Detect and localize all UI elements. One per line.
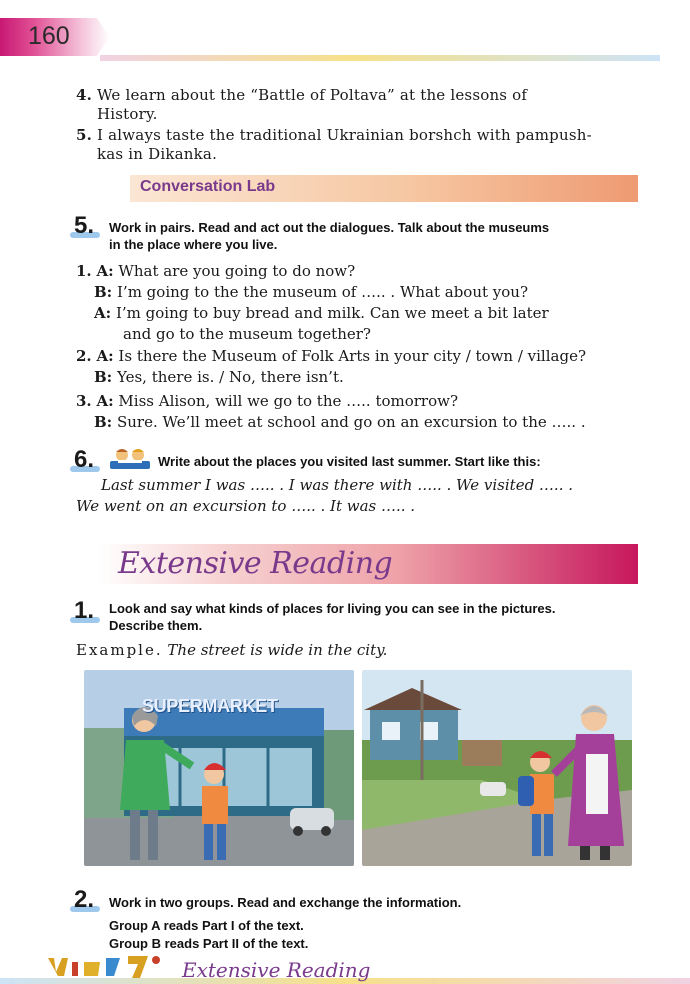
example-text: The street is wide in the city.	[167, 641, 388, 659]
group-b-line: Group B reads Part II of the text.	[109, 936, 309, 951]
exercise-instruction-continued: Describe them.	[109, 618, 203, 633]
sample-line: We went on an excursion to ….. . It was ….. .	[76, 497, 416, 515]
exercise-number: 2.	[74, 886, 95, 913]
exercise-number: 6.	[74, 446, 95, 473]
top-list-item	[76, 85, 527, 106]
dialogue-line: Sure. We’ll meet at school and go on an excursion to the ….. .	[117, 413, 586, 431]
dialogue-line: Is there the Museum of Folk Arts in your city / town / village?	[118, 347, 586, 365]
dialogue-1	[76, 261, 676, 345]
top-list-item	[76, 125, 592, 146]
item-text: I always taste the traditional Ukrainian borshch with pampush-	[97, 126, 592, 144]
exercise-instruction: Look and say what kinds of places for living you can see in the pictures.	[109, 601, 556, 616]
dialogue-line: What are you going to do now?	[118, 262, 356, 280]
dialogue-number: 1.	[76, 262, 92, 280]
exercise-instruction: Write about the places you visited last summer. Start like this:	[158, 454, 541, 469]
speaker: B:	[94, 368, 113, 386]
speaker: B:	[94, 413, 113, 431]
exercise-number: 5.	[74, 212, 95, 239]
dialogue-line: and go to the museum together?	[123, 325, 371, 343]
item-text-continued: History.	[97, 105, 158, 123]
speaker: A:	[96, 347, 114, 365]
footer-title: Extensive Reading	[182, 958, 371, 982]
item-number: 5.	[76, 126, 93, 144]
village-picture	[362, 670, 632, 866]
exercise-number: 1.	[74, 597, 95, 624]
speaker: B:	[94, 283, 113, 301]
item-text-continued: kas in Dikanka.	[97, 145, 218, 163]
supermarket-sign: SUPERMARKET	[142, 696, 278, 716]
exercise-instruction: Work in two groups. Read and exchange the information.	[109, 895, 462, 910]
unit-logo	[44, 952, 164, 980]
city-picture	[84, 670, 354, 866]
exercise-instruction-continued: in the place where you live.	[109, 237, 278, 252]
dialogue-line: I’m going to buy bread and milk. Can we meet a bit later	[115, 304, 549, 322]
dialogue-number: 3.	[76, 392, 92, 410]
example-label: Example.	[76, 641, 163, 659]
dialogue-2	[76, 346, 676, 388]
conversation-lab-title: Conversation Lab	[140, 178, 276, 195]
dialogue-line: I’m going to the the museum of ….. . What about you?	[117, 283, 528, 301]
writing-kids-icon	[108, 447, 152, 471]
extensive-reading-title: Extensive Reading	[118, 546, 393, 581]
speaker: A:	[96, 262, 114, 280]
speaker: A:	[96, 392, 114, 410]
item-number: 4.	[76, 86, 93, 104]
header-rule	[100, 55, 660, 61]
page-number: 160	[28, 22, 70, 50]
dialogue-line: Miss Alison, will we go to the ….. tomorrow?	[118, 392, 459, 410]
exercise-instruction: Work in pairs. Read and act out the dialogues. Talk about the museums	[109, 220, 550, 235]
example-line	[76, 641, 387, 659]
dialogue-number: 2.	[76, 347, 92, 365]
sample-line: Last summer I was ….. . I was there with ….. . We visited ….. .	[101, 476, 574, 494]
group-a-line: Group A reads Part I of the text.	[109, 918, 304, 933]
dialogue-line: Yes, there is. / No, there isn’t.	[117, 368, 344, 386]
dialogue-3	[76, 391, 676, 433]
speaker: A:	[94, 304, 112, 322]
item-text: We learn about the “Battle of Poltava” at the lessons of	[97, 86, 528, 104]
